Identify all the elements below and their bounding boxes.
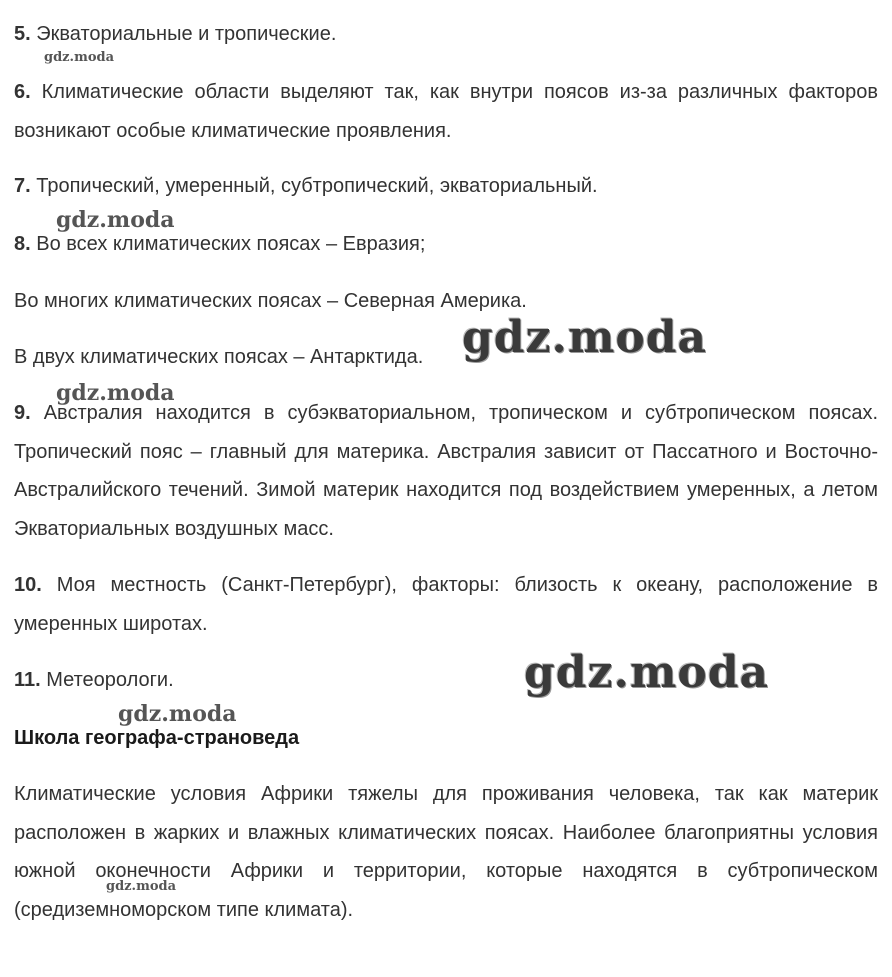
- answer-number: 8.: [14, 233, 31, 255]
- watermark: gdz.moda: [106, 879, 177, 894]
- answer-6: [14, 73, 878, 150]
- answer-text: Моя местность (Санкт-Петербург), факторы: близость к океану, расположение в умеренных широтах.: [14, 574, 878, 635]
- answer-text: Экваториальные и тропические.: [36, 23, 337, 45]
- answer-number: 10.: [14, 574, 42, 596]
- answer-5: [14, 15, 878, 54]
- watermark: gdz.moda: [56, 380, 175, 406]
- answer-number: 7.: [14, 175, 31, 197]
- answer-number: 9.: [14, 402, 31, 424]
- answer-text: Во многих климатических поясах – Северная Америка.: [14, 290, 527, 312]
- watermark: gdz.moda: [56, 207, 175, 233]
- answer-text: В двух климатических поясах – Антарктида.: [14, 346, 424, 368]
- watermark: gdz.moda: [524, 647, 770, 698]
- answer-10: [14, 566, 878, 643]
- answer-7: [14, 167, 878, 206]
- watermark: gdz.moda: [118, 701, 237, 727]
- watermark: gdz.moda: [462, 312, 708, 363]
- answer-text: Тропический, умеренный, субтропический, экваториальный.: [36, 175, 598, 197]
- watermark: gdz.moda: [44, 50, 115, 65]
- answer-number: 11.: [14, 669, 41, 691]
- answer-text: Климатические области выделяют так, как внутри поясов из-за различных факторов возникают особые климатические проявления.: [14, 81, 879, 142]
- answer-text: Австралия находится в субэкваториальном, тропическом и субтропическом поясах. Тропический пояс – главный для материка. Австралия зависит от Пассатного и Восточно-Австралийского течений. Зимой материк находится под воздействием умеренных, а летом Экваториальных воздушных масс.: [14, 402, 878, 540]
- section-paragraph: Климатические условия Африки тяжелы для проживания человека, так как материк расположен в жарких и влажных климатических поясах. Наиболее благоприятны условия южной оконечности Африки и территории, которые находятся в субтропическом (средиземноморском типе климата).: [14, 783, 878, 921]
- section-heading: Школа географа-страноведа: [14, 727, 300, 749]
- answer-9: [14, 394, 878, 548]
- answer-8-line-2: [14, 282, 878, 321]
- answer-8-line-3: [14, 338, 878, 377]
- answer-number: 5.: [14, 23, 31, 45]
- answer-text: Метеорологи.: [46, 669, 174, 691]
- answer-text: Во всех климатических поясах – Евразия;: [36, 233, 426, 255]
- answer-number: 6.: [14, 81, 31, 103]
